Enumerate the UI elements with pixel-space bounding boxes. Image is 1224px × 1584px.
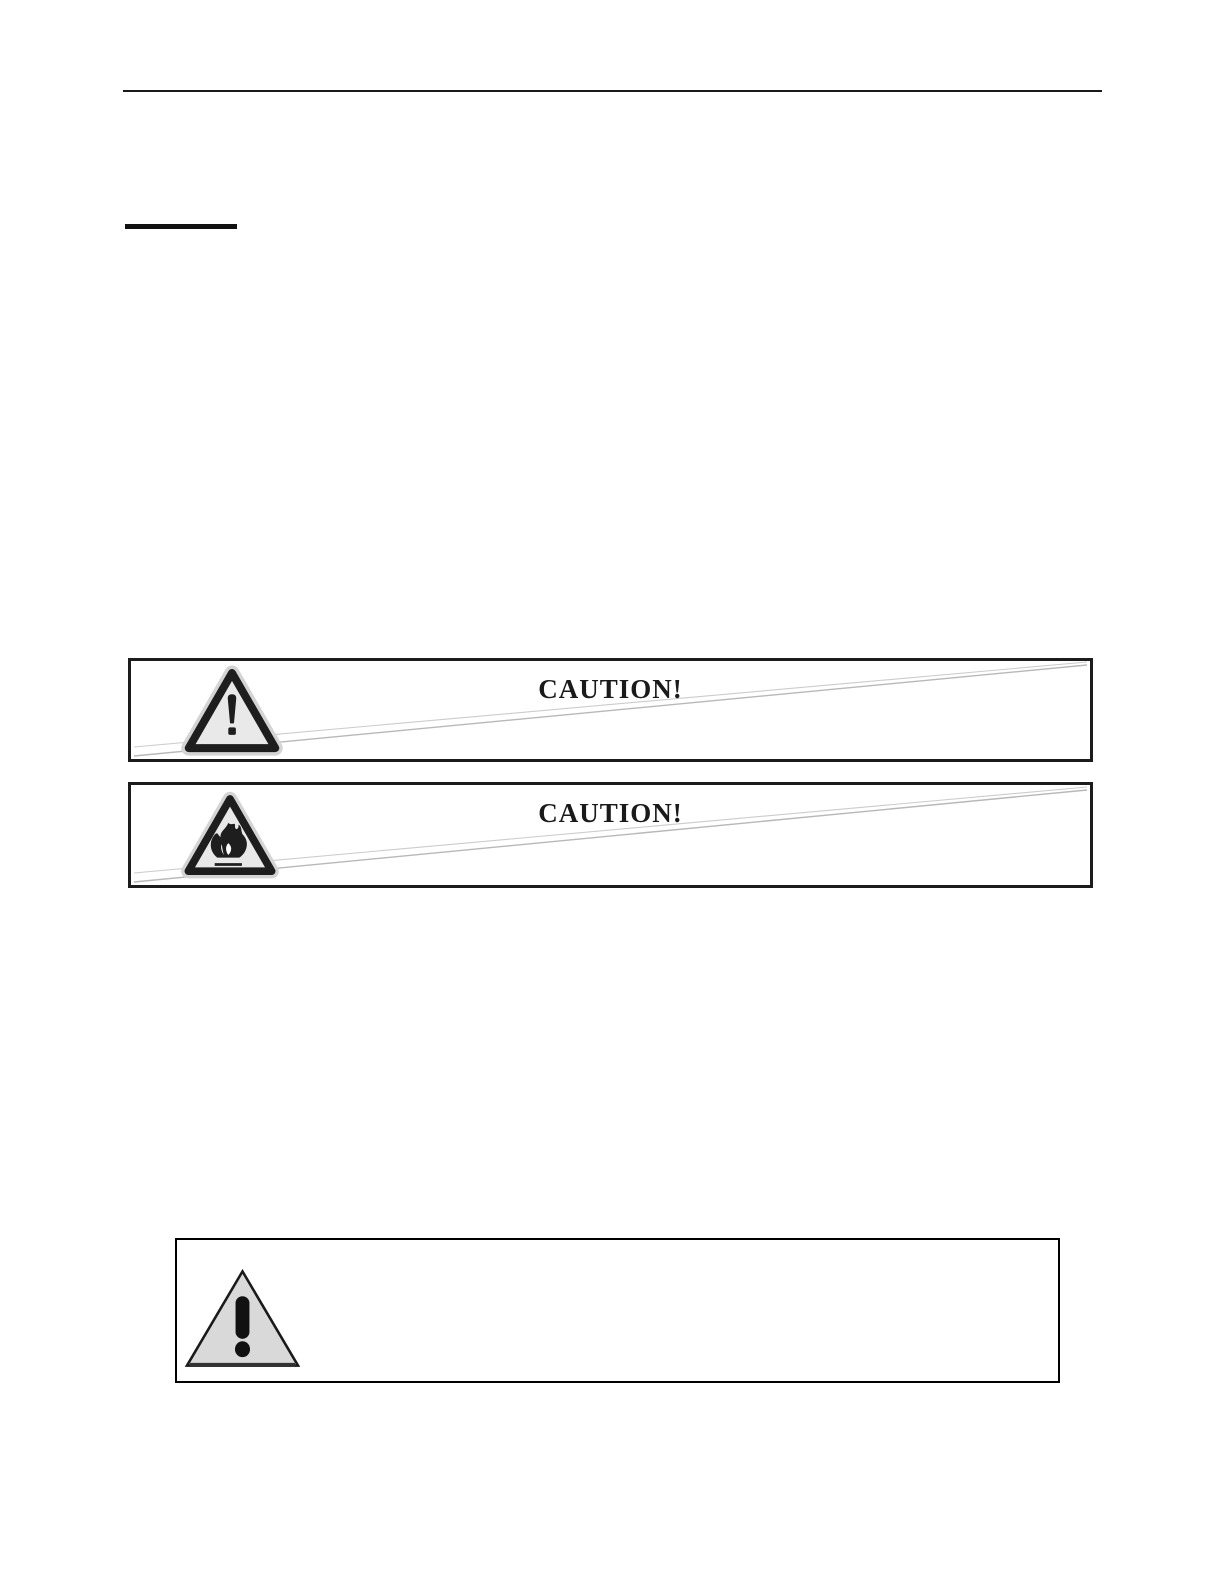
caution-banner-flammable [128, 782, 1093, 888]
warning-note-box [175, 1238, 1060, 1383]
warning-exclamation-triangle-icon [183, 1267, 302, 1370]
caution-banner-label: CAUTION! [538, 798, 683, 828]
heading-underline [125, 224, 237, 229]
caution-banner-general [128, 658, 1093, 762]
caution-banner-label: CAUTION! [538, 674, 683, 704]
header-rule [123, 90, 1102, 92]
